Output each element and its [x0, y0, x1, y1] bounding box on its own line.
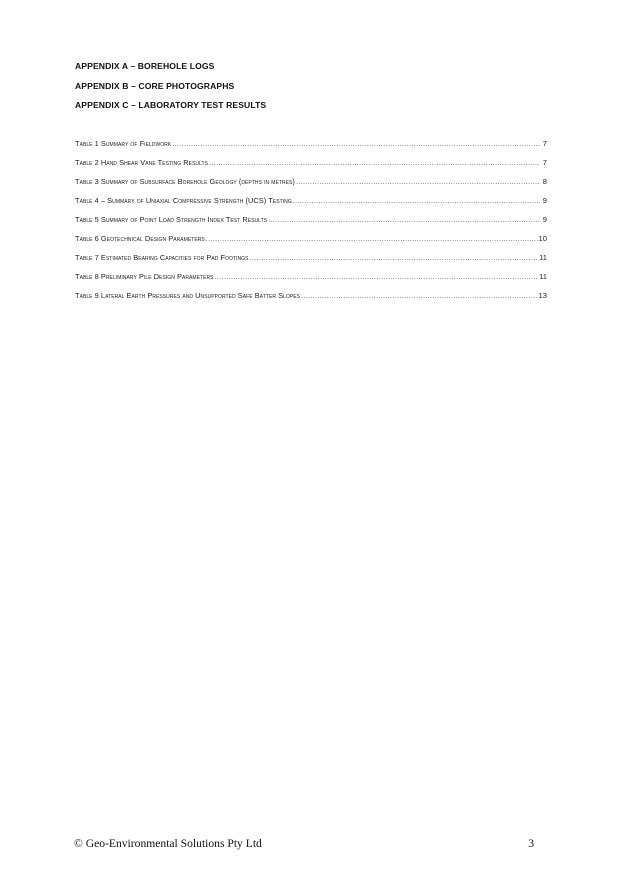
toc-entry-table-1[interactable] — [75, 134, 547, 153]
toc-entry-title: Table 2 Hand Shear Vane Testing Results — [75, 158, 209, 167]
toc-entry-table-7[interactable] — [75, 248, 547, 267]
toc-entry-table-9[interactable] — [75, 286, 547, 305]
appendix-b-heading: APPENDIX B – CORE PHOTOGRAPHS — [75, 80, 235, 91]
toc-entry-page: 7 — [542, 139, 547, 148]
list-of-tables — [75, 134, 547, 305]
dot-leader — [296, 173, 540, 192]
toc-entry-table-5[interactable] — [75, 210, 547, 229]
toc-entry-page: 7 — [542, 158, 547, 167]
toc-entry-title: Table 7 Estimated Bearing Capacities for Pad Footings — [75, 253, 249, 262]
toc-entry-title: Table 5 Summary of Point Load Strength Index Test Results — [75, 215, 268, 224]
page-footer — [74, 837, 534, 850]
toc-entry-table-4[interactable] — [75, 191, 547, 210]
dot-leader — [293, 192, 540, 211]
toc-entry-page: 9 — [542, 215, 547, 224]
toc-entry-page: 8 — [542, 177, 547, 186]
appendix-list — [75, 57, 555, 116]
dot-leader — [301, 287, 538, 306]
toc-entry-page: 9 — [542, 196, 547, 205]
toc-entry-table-8[interactable] — [75, 267, 547, 286]
appendix-a-heading: APPENDIX A – BOREHOLE LOGS — [75, 61, 215, 71]
dot-leader — [268, 211, 540, 230]
dot-leader — [209, 154, 540, 173]
copyright-notice: © Geo-Environmental Solutions Pty Ltd — [74, 837, 262, 850]
appendix-c-heading: APPENDIX C – LABORATORY TEST RESULTS — [75, 100, 267, 110]
toc-entry-title: Table 1 Summary of Fieldwork — [75, 139, 172, 148]
toc-entry-page: 13 — [538, 291, 547, 300]
dot-leader — [215, 268, 539, 287]
page-number: 3 — [528, 837, 534, 850]
toc-entry-title: Table 6 Geotechnical Design Parameters — [75, 234, 205, 243]
toc-entry-page: 11 — [539, 253, 547, 262]
toc-entry-title: Table 4 – Summary of Uniaxial Compressive Strength (UCS) Testing — [75, 196, 292, 205]
dot-leader — [206, 230, 538, 249]
toc-entry-page: 10 — [538, 234, 547, 243]
toc-entry-title: Table 3 Summary of Subsurface Borehole Geology (depths in metres) — [75, 177, 295, 186]
toc-entry-title: Table 8 Preliminary Pile Design Parameters — [75, 272, 214, 281]
toc-entry-table-3[interactable] — [75, 172, 547, 191]
toc-entry-table-6[interactable] — [75, 229, 547, 248]
toc-entry-title: Table 9 Lateral Earth Pressures and Unsupported Safe Batter Slopes — [75, 291, 301, 300]
dot-leader — [249, 249, 538, 268]
toc-entry-table-2[interactable] — [75, 153, 547, 172]
toc-entry-page: 11 — [539, 272, 547, 281]
dot-leader — [172, 135, 540, 154]
